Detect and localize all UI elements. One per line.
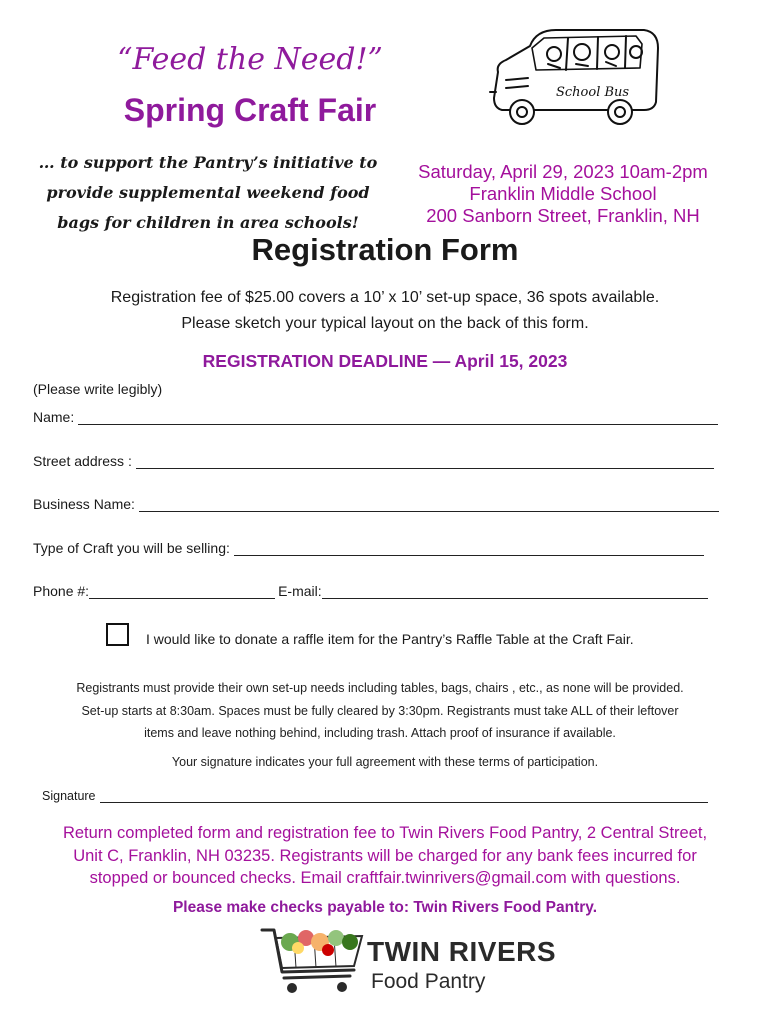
email-label: E-mail: bbox=[278, 583, 322, 599]
street-input-line[interactable] bbox=[136, 454, 714, 469]
event-venue-line: Franklin Middle School bbox=[469, 183, 657, 204]
event-address-line: 200 Sanborn Street, Franklin, NH bbox=[426, 205, 700, 226]
support-line: … to support the Pantry’s initiative to bbox=[38, 153, 378, 172]
school-bus-illustration bbox=[486, 24, 666, 134]
return-line: Unit C, Franklin, NH 03235. Registrants will be charged for any bank fees incurred for bbox=[73, 846, 697, 865]
fair-tagline: “Feed the Need!” bbox=[117, 42, 383, 77]
business-label: Business Name: bbox=[33, 496, 135, 512]
craft-input-line[interactable] bbox=[234, 541, 704, 556]
signature-label: Signature bbox=[42, 789, 96, 803]
craft-field bbox=[33, 538, 704, 556]
business-field bbox=[33, 494, 719, 512]
registration-deadline: REGISTRATION DEADLINE — April 15, 2023 bbox=[202, 351, 568, 371]
logo-name: TWIN RIVERS bbox=[367, 936, 557, 967]
grocery-cart-icon bbox=[262, 930, 362, 993]
event-date-line: Saturday, April 29, 2023 10am-2pm bbox=[418, 161, 708, 182]
return-line: Return completed form and registration fee to Twin Rivers Food Pantry, 2 Central Street, bbox=[62, 824, 708, 842]
checks-payable: Please make checks payable to: Twin Rivers Food Pantry. bbox=[172, 899, 598, 916]
return-line: stopped or bounced checks. Email craftfair.twinrivers@gmail.com with questions. bbox=[89, 869, 681, 887]
terms-line: items and leave nothing behind, including trash. Attach proof of insurance if available. bbox=[144, 726, 616, 740]
terms-text bbox=[30, 677, 730, 745]
fair-title: Spring Craft Fair bbox=[123, 92, 377, 128]
street-label: Street address : bbox=[33, 453, 132, 469]
name-input-line[interactable] bbox=[78, 410, 718, 425]
raffle-label: I would like to donate a raffle item for the Pantry’s Raffle Table at the Craft Fair. bbox=[146, 631, 634, 647]
street-field bbox=[33, 451, 714, 469]
signature-field bbox=[42, 785, 708, 803]
craft-label: Type of Craft you will be selling: bbox=[33, 540, 230, 556]
support-line: bags for children in area schools! bbox=[57, 213, 359, 232]
terms-line: Registrants must provide their own set-up needs including tables, bags, chairs , etc., as none will be provided. bbox=[76, 681, 684, 695]
name-label: Name: bbox=[33, 409, 75, 425]
agreement-text: Your signature indicates your full agreement with these terms of participation. bbox=[171, 755, 599, 769]
logo-subtitle: Food Pantry bbox=[371, 970, 486, 993]
phone-input-line[interactable] bbox=[89, 584, 275, 599]
signature-input-line[interactable] bbox=[100, 788, 708, 803]
legibly-note: (Please write legibly) bbox=[33, 381, 163, 397]
return-instructions bbox=[25, 822, 745, 890]
support-text bbox=[28, 148, 388, 238]
raffle-checkbox[interactable] bbox=[106, 623, 129, 646]
name-field bbox=[33, 407, 718, 425]
phone-label: Phone #: bbox=[33, 583, 90, 599]
event-info bbox=[398, 161, 728, 227]
fee-line: Registration fee of $25.00 covers a 10’ x 10’ set-up space, 36 spots available. bbox=[110, 289, 660, 306]
layout-line: Please sketch your typical layout on the back of this form. bbox=[181, 315, 589, 332]
email-input-line[interactable] bbox=[322, 584, 708, 599]
bus-sign: School Bus bbox=[556, 85, 630, 100]
fee-text bbox=[0, 285, 770, 337]
form-title: Registration Form bbox=[251, 232, 519, 267]
terms-line: Set-up starts at 8:30am. Spaces must be fully cleared by 3:30pm. Registrants must take ALL of their leftover bbox=[81, 703, 679, 718]
support-line: provide supplemental weekend food bbox=[46, 183, 370, 202]
business-input-line[interactable] bbox=[139, 497, 719, 512]
phone-email-field bbox=[33, 581, 708, 599]
